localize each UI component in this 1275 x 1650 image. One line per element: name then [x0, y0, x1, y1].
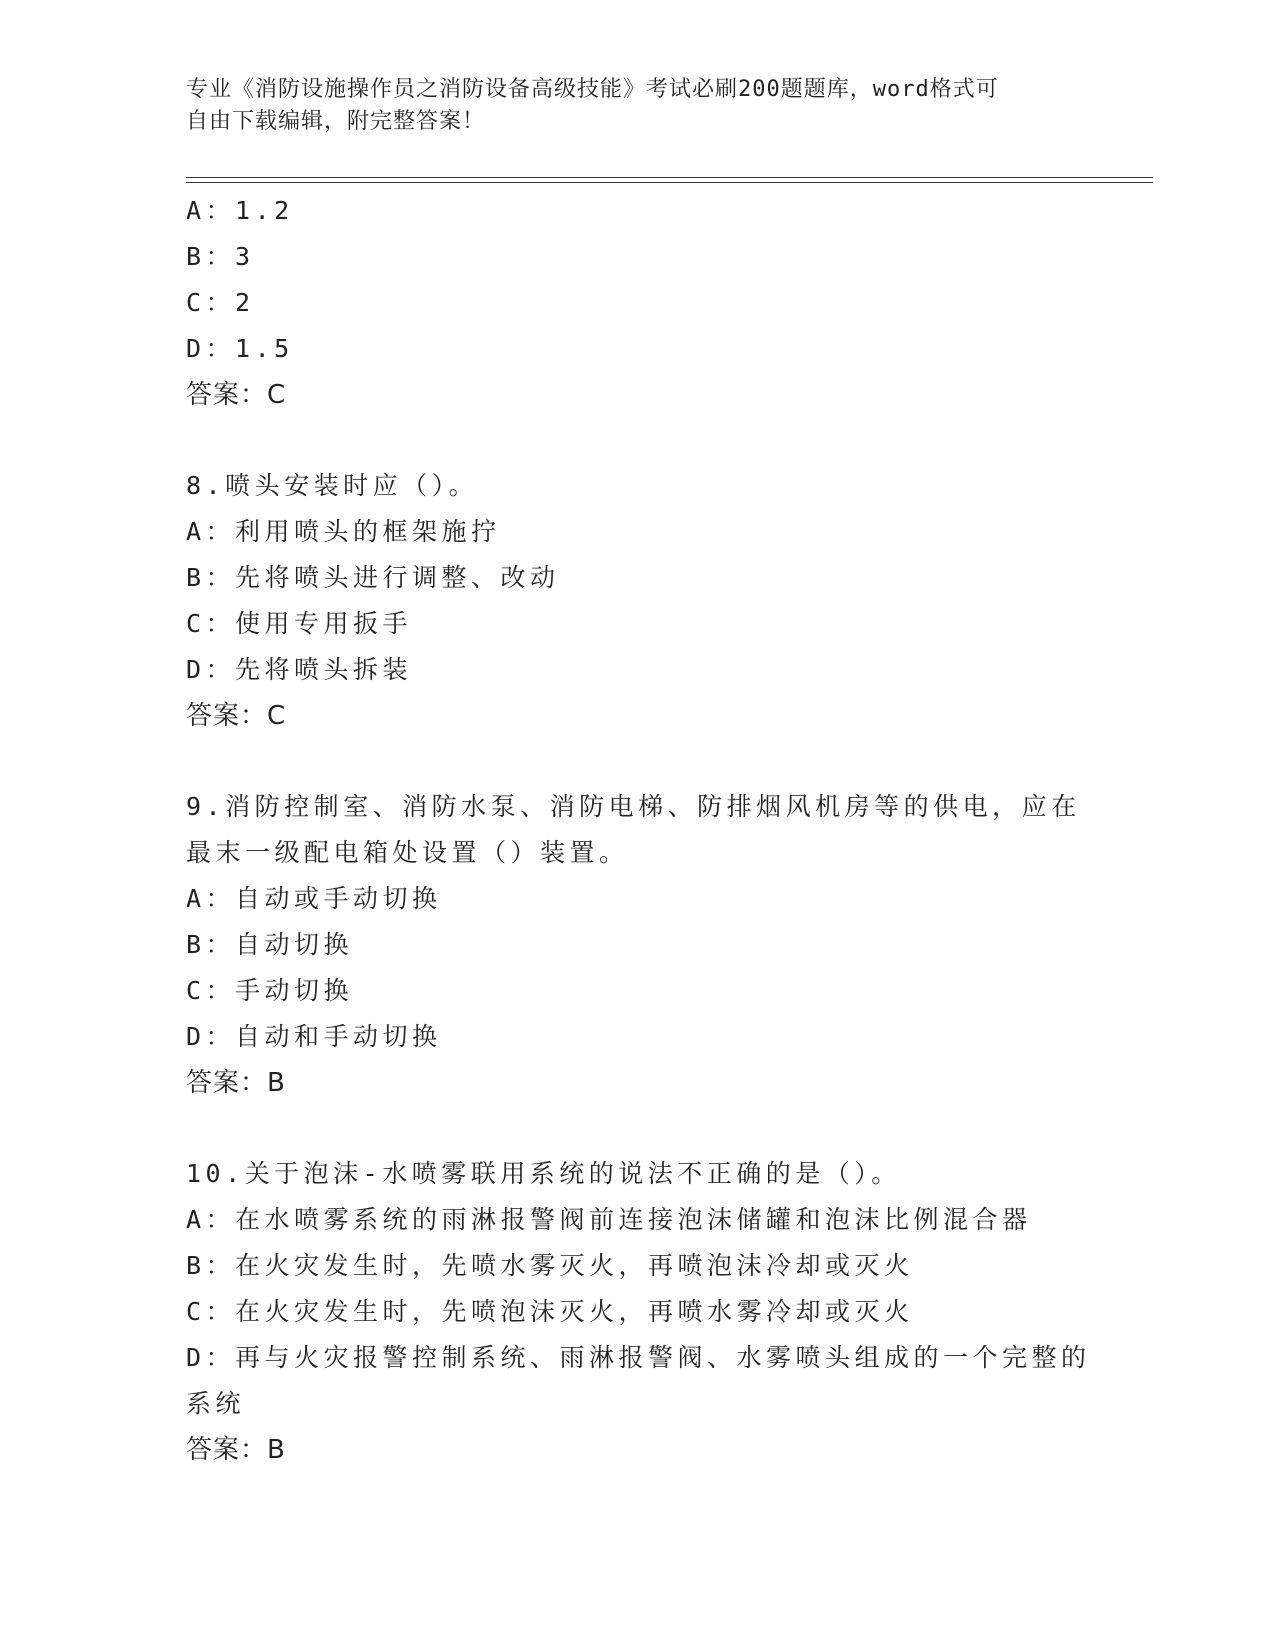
- answer-line: 答案：B: [186, 1435, 286, 1465]
- answer-line: 答案：B: [186, 1068, 286, 1098]
- question-stem: 9.消防控制室、消防水泵、消防电梯、防排烟风机房等的供电，应在: [186, 792, 1081, 821]
- option-a: A：在水喷雾系统的雨淋报警阀前连接泡沫储罐和泡沫比例混合器: [186, 1205, 1032, 1234]
- header-title-line-1: 专业《消防设施操作员之消防设备高级技能》考试必刷200题题库，word格式可: [186, 77, 999, 102]
- option-c: C：2: [186, 288, 255, 317]
- option-d: D：自动和手动切换: [186, 1022, 442, 1051]
- option-c: C：使用专用扳手: [186, 609, 413, 638]
- question-stem-continued: 最末一级配电箱处设置（）装置。: [186, 838, 629, 867]
- header-divider-bottom: [186, 182, 1153, 183]
- option-b: B：在火灾发生时，先喷水雾灭火，再喷泡沫冷却或灭火: [186, 1251, 914, 1280]
- option-c: C：在火灾发生时，先喷泡沫灭火，再喷水雾冷却或灭火: [186, 1297, 914, 1326]
- option-b: B：先将喷头进行调整、改动: [186, 563, 560, 592]
- option-c: C：手动切换: [186, 976, 354, 1005]
- question-stem: 10.关于泡沫-水喷雾联用系统的说法不正确的是（）。: [186, 1159, 901, 1188]
- question-list: [186, 188, 1091, 1473]
- document-header: [186, 74, 1066, 138]
- option-d-continued: 系统: [186, 1389, 246, 1418]
- option-d: D：先将喷头拆装: [186, 655, 413, 684]
- question-block: [186, 463, 1086, 739]
- header-divider-top: [186, 177, 1153, 178]
- question-block: [186, 1151, 1091, 1473]
- answer-line: 答案：C: [186, 380, 287, 410]
- question-block: [186, 784, 1086, 1106]
- option-a: A：利用喷头的框架施拧: [186, 517, 501, 546]
- answer-line: 答案：C: [186, 701, 287, 731]
- question-block: [186, 188, 1086, 418]
- option-b: B：自动切换: [186, 930, 354, 959]
- option-d: D：再与火灾报警控制系统、雨淋报警阀、水雾喷头组成的一个完整的: [186, 1343, 1091, 1372]
- option-b: B：3: [186, 242, 255, 271]
- question-stem: 8.喷头安装时应（）。: [186, 471, 479, 500]
- option-a: A：自动或手动切换: [186, 884, 442, 913]
- header-title-line-2: 自由下载编辑，附完整答案！: [186, 109, 486, 134]
- option-a: A：1.2: [186, 196, 294, 225]
- option-d: D：1.5: [186, 334, 294, 363]
